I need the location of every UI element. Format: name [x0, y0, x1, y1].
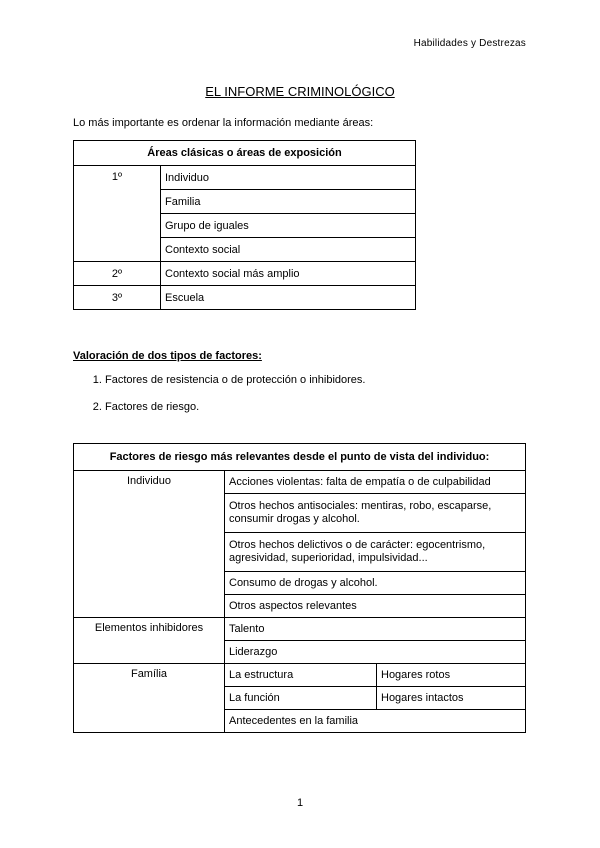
factors-heading: Valoración de dos tipos de factores: [73, 350, 262, 362]
risk-item: Otros hechos delictivos o de carácter: egocentrismo, agresividad, superioridad, impulsividad... [225, 533, 526, 572]
area-item: Escuela [161, 286, 416, 310]
rank-cell: 3º [74, 286, 161, 310]
risk-item: Hogares intactos [377, 687, 526, 710]
risk-item: La estructura [225, 664, 377, 687]
list-item: 1. Factores de resistencia o de protección o inhibidores. [105, 367, 565, 394]
areas-table [73, 140, 416, 310]
document-title: EL INFORME CRIMINOLÓGICO [205, 84, 395, 99]
category-inhibidores: Elementos inhibidores [74, 618, 225, 664]
intro-text: Lo más importante es ordenar la información mediante áreas: [73, 117, 374, 129]
category-familia: Família [74, 664, 225, 733]
risk-table-header: Factores de riesgo más relevantes desde el punto de vista del individuo: [74, 444, 526, 471]
rank-cell: 2º [74, 262, 161, 286]
risk-item: Acciones violentas: falta de empatía o de culpabilidad [225, 471, 526, 494]
risk-factors-table [73, 443, 526, 733]
risk-item: Talento [225, 618, 526, 641]
risk-item: Consumo de drogas y alcohol. [225, 572, 526, 595]
category-individuo: Individuo [74, 471, 225, 618]
areas-table-header: Áreas clásicas o áreas de exposición [74, 141, 416, 166]
running-header: Habilidades y Destrezas [413, 38, 526, 49]
risk-item: La función [225, 687, 377, 710]
area-item: Grupo de iguales [161, 214, 416, 238]
area-item: Individuo [161, 166, 416, 190]
area-item: Familia [161, 190, 416, 214]
list-item: 2. Factores de riesgo. [105, 394, 565, 421]
page-number: 1 [296, 797, 304, 809]
risk-item: Antecedentes en la familia [225, 710, 526, 733]
risk-item: Otros hechos antisociales: mentiras, robo, escaparse, consumir drogas y alcohol. [225, 494, 526, 533]
rank-cell: 1º [74, 166, 161, 262]
risk-item: Hogares rotos [377, 664, 526, 687]
factors-list [73, 367, 565, 421]
area-item: Contexto social más amplio [161, 262, 416, 286]
risk-item: Liderazgo [225, 641, 526, 664]
risk-item: Otros aspectos relevantes [225, 595, 526, 618]
area-item: Contexto social [161, 238, 416, 262]
